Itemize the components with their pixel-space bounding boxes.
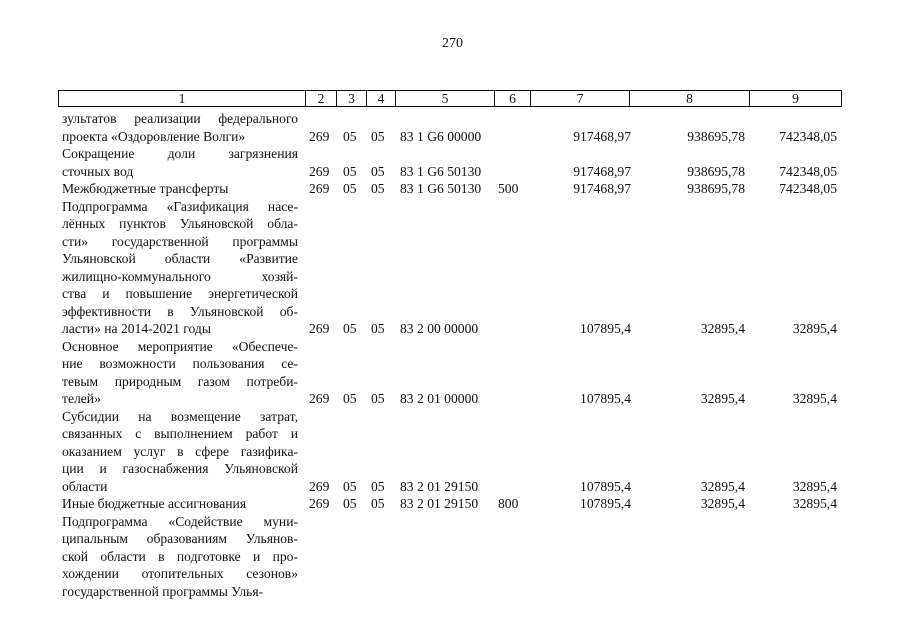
cell-col-7: 107895,4: [580, 321, 631, 336]
header-cell-8: 8: [630, 91, 750, 106]
header-cell-4: 4: [367, 91, 396, 106]
cell-col-5: 83 1 G6 50130: [400, 163, 482, 179]
description-line: Межбюджетные трансферты: [62, 181, 229, 196]
description-line: Подпрограмма «Содействие муни-: [62, 513, 298, 529]
cell-col-9: 32895,4: [792, 496, 837, 511]
page-number: 270: [442, 36, 463, 51]
cell-col-2: 269: [309, 163, 330, 179]
cell-col-8: 32895,4: [700, 496, 745, 511]
row-description: [62, 513, 298, 601]
description-line: оказанием услуг в сфере газифика-: [62, 443, 298, 459]
description-line: ние возможности пользования се-: [62, 356, 298, 371]
header-cell-7: 7: [531, 91, 630, 106]
cell-col-8: 938695,78: [687, 181, 745, 196]
description-line: телей»: [62, 391, 101, 406]
description-line: тевым природным газом потреби-: [62, 373, 298, 389]
header-cell-9: 9: [792, 91, 799, 106]
description-line: Основное мероприятие «Обеспече-: [62, 338, 298, 354]
cell-col-3: 05: [343, 321, 357, 336]
description-line: ципальным образованиям Ульянов-: [62, 531, 298, 546]
cell-col-4: 05: [371, 478, 385, 494]
cell-col-7: 917468,97: [573, 163, 631, 179]
description-line: жилищно-коммунального хозяй-: [62, 268, 298, 284]
description-line: эффективности в Ульяновской об-: [62, 303, 298, 319]
cell-col-5: 83 2 01 29150: [400, 478, 479, 494]
description-line: государственной программы Улья-: [62, 583, 264, 599]
cell-col-2: 269: [309, 391, 330, 406]
header-cell-5: 5: [396, 91, 495, 106]
description-line: Иные бюджетные ассигнования: [62, 496, 247, 511]
row-description: [62, 338, 298, 408]
header-cell-2: 2: [306, 91, 337, 106]
row-description: [62, 180, 298, 198]
description-line: Сокращение доли загрязнения: [62, 146, 298, 161]
header-cell-1: 1: [59, 91, 306, 106]
row-description: [62, 495, 298, 513]
header-cell-6: 6: [495, 91, 531, 106]
cell-col-9: 32895,4: [792, 478, 837, 494]
description-line: Ульяновской области «Развитие: [62, 251, 298, 266]
description-line: Субсидии на возмещение затрат,: [62, 408, 298, 424]
description-line: проекта «Оздоровление Волги»: [62, 128, 246, 144]
description-line: хождении отопительных сезонов»: [62, 566, 298, 581]
cell-col-3: 05: [343, 478, 357, 494]
cell-col-9: 742348,05: [779, 163, 837, 179]
cell-col-8: 938695,78: [687, 128, 745, 144]
cell-col-2: 269: [309, 321, 330, 336]
cell-col-5: 83 2 01 29150: [400, 496, 479, 511]
description-line: ции и газоснабжения Ульяновской: [62, 461, 298, 476]
cell-col-7: 917468,97: [573, 128, 631, 144]
cell-col-8: 938695,78: [687, 163, 745, 179]
cell-col-4: 05: [371, 163, 385, 179]
cell-col-4: 05: [371, 391, 385, 406]
description-line: связанных с выполнением работ и: [62, 426, 298, 441]
cell-col-7: 107895,4: [580, 496, 631, 511]
description-line: лённых пунктов Ульяновской обла-: [62, 216, 298, 231]
cell-col-5: 83 2 00 00000: [400, 321, 479, 336]
cell-col-5: 83 1 G6 00000: [400, 128, 482, 144]
cell-col-8: 32895,4: [700, 478, 745, 494]
cell-col-9: 742348,05: [779, 128, 837, 144]
cell-col-4: 05: [371, 181, 385, 196]
cell-col-7: 917468,97: [573, 181, 631, 196]
description-line: ласти» на 2014-2021 годы: [62, 321, 211, 336]
description-line: сточных вод: [62, 163, 134, 179]
cell-col-3: 05: [343, 128, 357, 144]
header-cell-3: 3: [337, 91, 367, 106]
cell-col-8: 32895,4: [700, 391, 745, 406]
row-description: [62, 198, 298, 338]
description-line: Подпрограмма «Газификация насе-: [62, 198, 298, 214]
cell-col-8: 32895,4: [700, 321, 745, 336]
cell-col-2: 269: [309, 496, 330, 511]
cell-col-9: 32895,4: [792, 321, 837, 336]
cell-col-6: 800: [498, 496, 519, 511]
description-line: зультатов реализации федерального: [62, 111, 298, 126]
description-line: ской области в подготовке и про-: [62, 548, 298, 564]
cell-col-5: 83 1 G6 50130: [400, 181, 482, 196]
row-description: [62, 145, 298, 180]
row-description: [62, 110, 298, 145]
cell-col-4: 05: [371, 321, 385, 336]
cell-col-3: 05: [343, 181, 357, 196]
cell-col-3: 05: [343, 163, 357, 179]
description-line: области: [62, 478, 108, 494]
description-line: сти» государственной программы: [62, 233, 298, 249]
cell-col-7: 107895,4: [580, 391, 631, 406]
cell-col-2: 269: [309, 128, 330, 144]
description-line: ства и повышение энергетической: [62, 286, 298, 301]
cell-col-4: 05: [371, 128, 385, 144]
cell-col-2: 269: [309, 478, 330, 494]
cell-col-4: 05: [371, 496, 385, 511]
cell-col-3: 05: [343, 391, 357, 406]
row-description: [62, 408, 298, 496]
cell-col-2: 269: [309, 181, 330, 196]
cell-col-9: 742348,05: [779, 181, 837, 196]
cell-col-3: 05: [343, 496, 357, 511]
cell-col-9: 32895,4: [792, 391, 837, 406]
cell-col-7: 107895,4: [580, 478, 631, 494]
cell-col-5: 83 2 01 00000: [400, 391, 479, 406]
cell-col-6: 500: [498, 181, 519, 196]
